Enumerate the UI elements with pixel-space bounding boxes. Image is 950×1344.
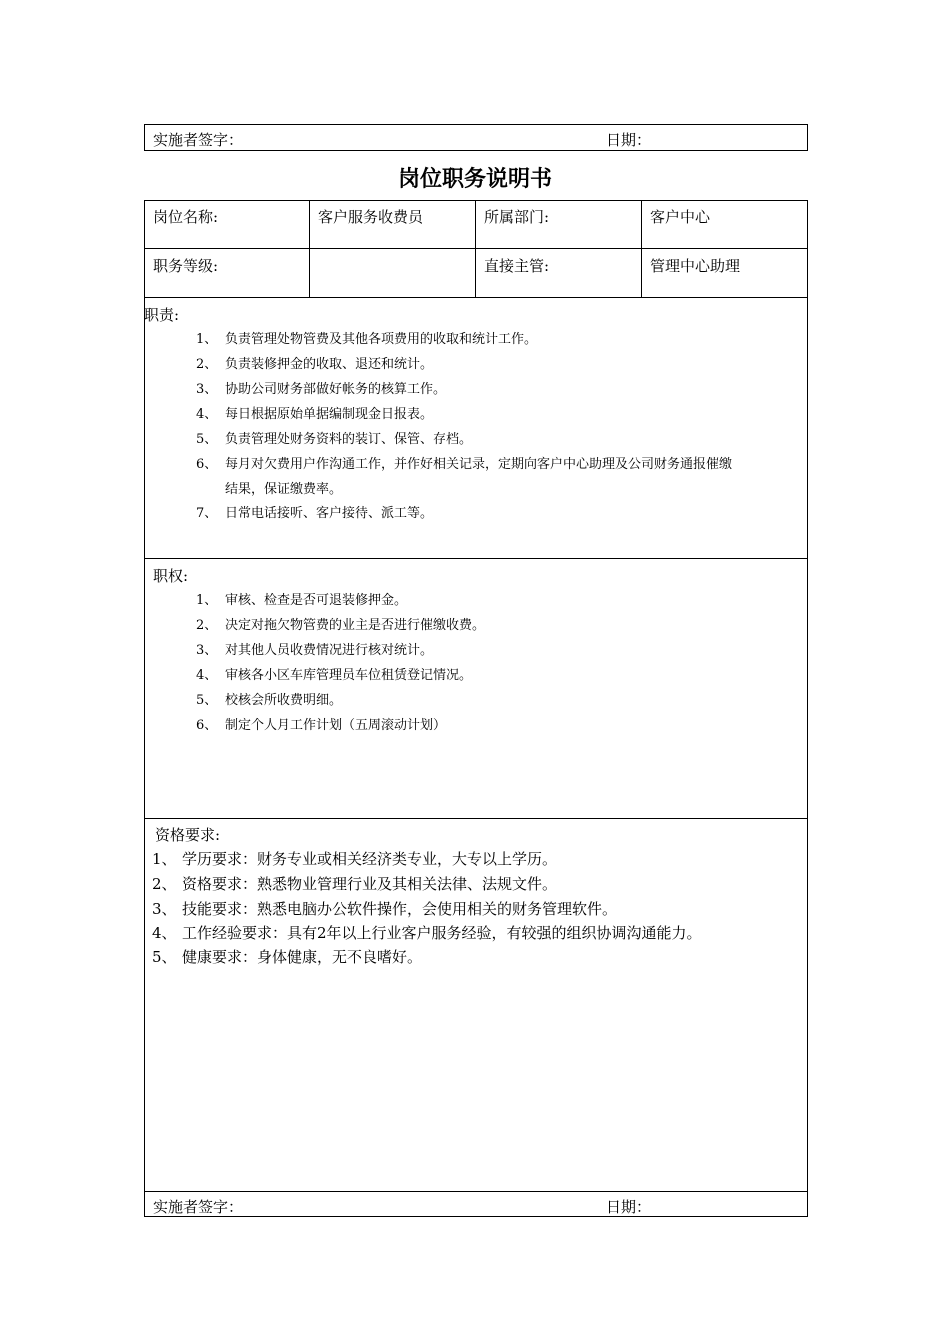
grade-label: 职务等级: bbox=[153, 257, 219, 275]
qualification-num: 5、 bbox=[152, 948, 177, 966]
authority-num: 3、 bbox=[196, 643, 218, 658]
bottom-signer-label: 实施者签字： bbox=[153, 1198, 244, 1216]
info-col-divider-2 bbox=[475, 200, 476, 298]
qualification-item: 技能要求：熟悉电脑办公软件操作，会使用相关的财务管理软件。 bbox=[182, 900, 618, 918]
duty-num: 4、 bbox=[196, 407, 218, 422]
duties-heading: 职责: bbox=[144, 306, 180, 324]
qualification-num: 3、 bbox=[152, 900, 177, 918]
authority-item: 校核会所收费明细。 bbox=[225, 693, 343, 708]
duty-item: 协助公司财务部做好帐务的核算工作。 bbox=[225, 382, 447, 397]
authority-heading: 职权: bbox=[153, 567, 189, 585]
department-label: 所属部门: bbox=[484, 208, 550, 226]
info-table-bottom bbox=[144, 297, 808, 298]
authority-item: 制定个人月工作计划（五周滚动计划） bbox=[225, 718, 447, 733]
authority-num: 4、 bbox=[196, 668, 218, 683]
duty-item: 每月对欠费用户作沟通工作，并作好相关记录，定期向客户中心助理及公司财务通报催缴 bbox=[225, 457, 733, 472]
qualification-num: 1、 bbox=[152, 850, 177, 868]
top-signer-label: 实施者签字： bbox=[153, 131, 244, 149]
info-col-divider-3 bbox=[641, 200, 642, 298]
qualification-num: 4、 bbox=[152, 924, 177, 942]
authority-item: 决定对拖欠物管费的业主是否进行催缴收费。 bbox=[225, 618, 486, 633]
supervisor-value: 管理中心助理 bbox=[650, 257, 741, 275]
duty-item: 每日根据原始单据编制现金日报表。 bbox=[225, 407, 434, 422]
position-name-label: 岗位名称: bbox=[153, 208, 219, 226]
qualifications-heading: 资格要求: bbox=[155, 826, 221, 844]
authority-section-divider bbox=[144, 818, 808, 819]
position-name-value: 客户服务收费员 bbox=[318, 208, 424, 226]
bottom-date-label: 日期： bbox=[606, 1198, 652, 1216]
duty-num: 1、 bbox=[196, 332, 218, 347]
authority-item: 审核、检查是否可退装修押金。 bbox=[225, 593, 408, 608]
department-value: 客户中心 bbox=[650, 208, 711, 226]
qualification-item: 资格要求：熟悉物业管理行业及其相关法律、法规文件。 bbox=[182, 875, 558, 893]
qualification-item: 学历要求：财务专业或相关经济类专业，大专以上学历。 bbox=[182, 850, 558, 868]
bottom-signature-divider bbox=[144, 1191, 808, 1192]
top-date-label: 日期： bbox=[606, 131, 652, 149]
duty-item: 负责装修押金的收取、退还和统计。 bbox=[225, 357, 434, 372]
duty-item-continuation: 结果，保证缴费率。 bbox=[225, 482, 343, 497]
qualification-num: 2、 bbox=[152, 875, 177, 893]
duty-item: 负责管理处物管费及其他各项费用的收取和统计工作。 bbox=[225, 332, 538, 347]
duty-num: 6、 bbox=[196, 457, 218, 472]
supervisor-label: 直接主管: bbox=[484, 257, 550, 275]
duty-num: 5、 bbox=[196, 432, 218, 447]
authority-num: 2、 bbox=[196, 618, 218, 633]
info-col-divider-1 bbox=[309, 200, 310, 298]
document-title: 岗位职务说明书 bbox=[397, 166, 552, 192]
duty-num: 7、 bbox=[196, 506, 218, 521]
authority-num: 5、 bbox=[196, 693, 218, 708]
duty-num: 3、 bbox=[196, 382, 218, 397]
qualification-item: 工作经验要求：具有2年以上行业客户服务经验，有较强的组织协调沟通能力。 bbox=[182, 924, 702, 942]
info-row-divider bbox=[144, 248, 808, 249]
authority-num: 1、 bbox=[196, 593, 218, 608]
authority-item: 对其他人员收费情况进行核对统计。 bbox=[225, 643, 434, 658]
duty-item: 日常电话接听、客户接待、派工等。 bbox=[225, 506, 434, 521]
authority-num: 6、 bbox=[196, 718, 218, 733]
duty-num: 2、 bbox=[196, 357, 218, 372]
top-signature-bar bbox=[144, 124, 808, 151]
authority-item: 审核各小区车库管理员车位租赁登记情况。 bbox=[225, 668, 473, 683]
duties-section-divider bbox=[144, 558, 808, 559]
qualification-item: 健康要求：身体健康，无不良嗜好。 bbox=[182, 948, 423, 966]
duty-item: 负责管理处财务资料的装订、保管、存档。 bbox=[225, 432, 473, 447]
